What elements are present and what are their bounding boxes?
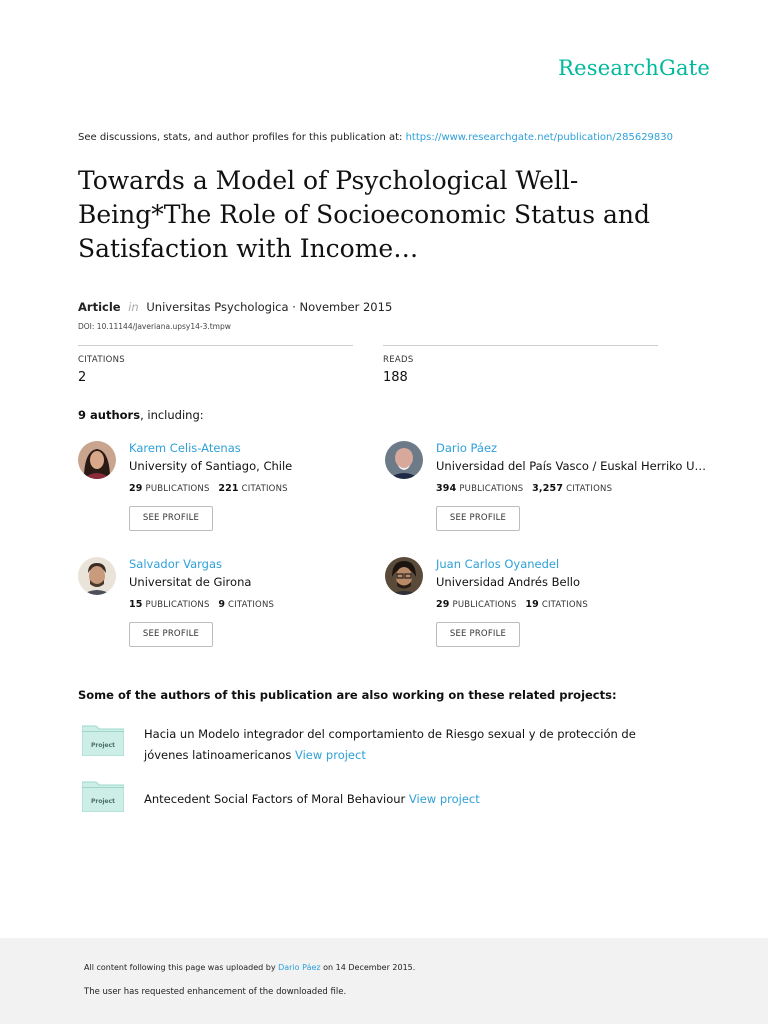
view-project-link[interactable]: View project [294, 748, 366, 762]
author-card [385, 557, 705, 657]
see-profile-button[interactable]: SEE PROFILE [129, 506, 213, 531]
see-profile-button[interactable]: SEE PROFILE [436, 506, 520, 531]
project-title: Antecedent Social Factors of Moral Behaviour [144, 792, 406, 806]
authors-heading [78, 408, 204, 422]
author-affiliation: Universidad Andrés Bello [436, 575, 581, 589]
publications-label: PUBLICATIONS [452, 600, 517, 610]
discussion-prefix: See discussions, stats, and author profiles for this publication at: [78, 132, 403, 143]
discussion-line [78, 132, 673, 143]
citations-stat [78, 345, 353, 385]
reads-count: 188 [383, 370, 408, 385]
citations-label: CITATIONS [241, 484, 288, 494]
author-avatar[interactable] [78, 557, 116, 595]
citations-label: CITATIONS [78, 355, 125, 365]
author-card [78, 557, 398, 657]
reads-stat [383, 345, 658, 385]
article-type: Article [78, 300, 121, 314]
upload-prefix: All content following this page was uploaded by [84, 963, 276, 972]
author-avatar[interactable] [385, 441, 423, 479]
publications-label: PUBLICATIONS [145, 484, 210, 494]
see-profile-button[interactable]: SEE PROFILE [129, 622, 213, 647]
publication-url-link[interactable]: https://www.researchgate.net/publication/285629830 [405, 132, 674, 143]
publication-title: Towards a Model of Psychological Well-Being*The Role of Socioeconomic Status and Satisfaction with Income… [78, 166, 651, 263]
project-folder-label: Project [90, 798, 116, 805]
publications-count: 29 [436, 599, 450, 610]
project-text [144, 789, 674, 810]
publications-label: PUBLICATIONS [459, 484, 524, 494]
publications-count: 394 [436, 483, 457, 494]
project-title: Hacia un Modelo integrador del comportamiento de Riesgo sexual y de protección de jóvenes latinoamericanos [144, 727, 636, 762]
author-counts [129, 483, 288, 494]
author-affiliation: University of Santiago, Chile [129, 459, 293, 473]
citations-count: 19 [525, 599, 539, 610]
related-projects-heading: Some of the authors of this publication are also working on these related projects: [78, 688, 617, 702]
page-footer [0, 938, 768, 1024]
author-counts [436, 483, 612, 494]
author-counts [436, 599, 588, 610]
author-name-link[interactable]: Dario Páez [436, 441, 498, 455]
citations-count: 9 [218, 599, 226, 610]
authors-count: 9 authors [78, 408, 141, 422]
publications-label: PUBLICATIONS [145, 600, 210, 610]
project-folder-icon[interactable] [82, 780, 124, 812]
author-affiliation: Universidad del País Vasco / Euskal Herriko U… [436, 459, 707, 473]
project-text [144, 724, 674, 766]
citations-label: CITATIONS [566, 484, 613, 494]
enhancement-note: The user has requested enhancement of the downloaded file. [84, 987, 347, 997]
upload-suffix: on 14 December 2015. [323, 963, 416, 972]
citations-count: 221 [218, 483, 239, 494]
doi: DOI: 10.11144/Javeriana.upsy14-3.tmpw [78, 322, 231, 331]
citations-label: CITATIONS [228, 600, 275, 610]
upload-note [84, 963, 415, 972]
author-card [385, 441, 705, 541]
authors-suffix: , including: [140, 408, 204, 422]
author-name-link[interactable]: Karem Celis-Atenas [129, 441, 241, 455]
reads-label: READS [383, 355, 414, 365]
project-folder-icon[interactable] [82, 724, 124, 756]
citations-count: 3,257 [532, 483, 564, 494]
view-project-link[interactable]: View project [408, 792, 480, 806]
project-folder-label: Project [90, 742, 116, 749]
author-affiliation: Universitat de Girona [129, 575, 252, 589]
author-avatar[interactable] [385, 557, 423, 595]
author-card [78, 441, 398, 541]
publication-meta [78, 300, 392, 314]
publications-count: 15 [129, 599, 143, 610]
researchgate-logo[interactable]: ResearchGate [558, 56, 710, 80]
citations-count: 2 [78, 370, 87, 385]
journal-date: Universitas Psychologica · November 2015 [146, 300, 393, 314]
author-avatar[interactable] [78, 441, 116, 479]
uploader-link[interactable]: Dario Páez [278, 963, 321, 972]
author-counts [129, 599, 274, 610]
citations-label: CITATIONS [541, 600, 588, 610]
see-profile-button[interactable]: SEE PROFILE [436, 622, 520, 647]
in-label: in [128, 300, 139, 314]
author-name-link[interactable]: Juan Carlos Oyanedel [436, 557, 560, 571]
publications-count: 29 [129, 483, 143, 494]
author-name-link[interactable]: Salvador Vargas [129, 557, 222, 571]
